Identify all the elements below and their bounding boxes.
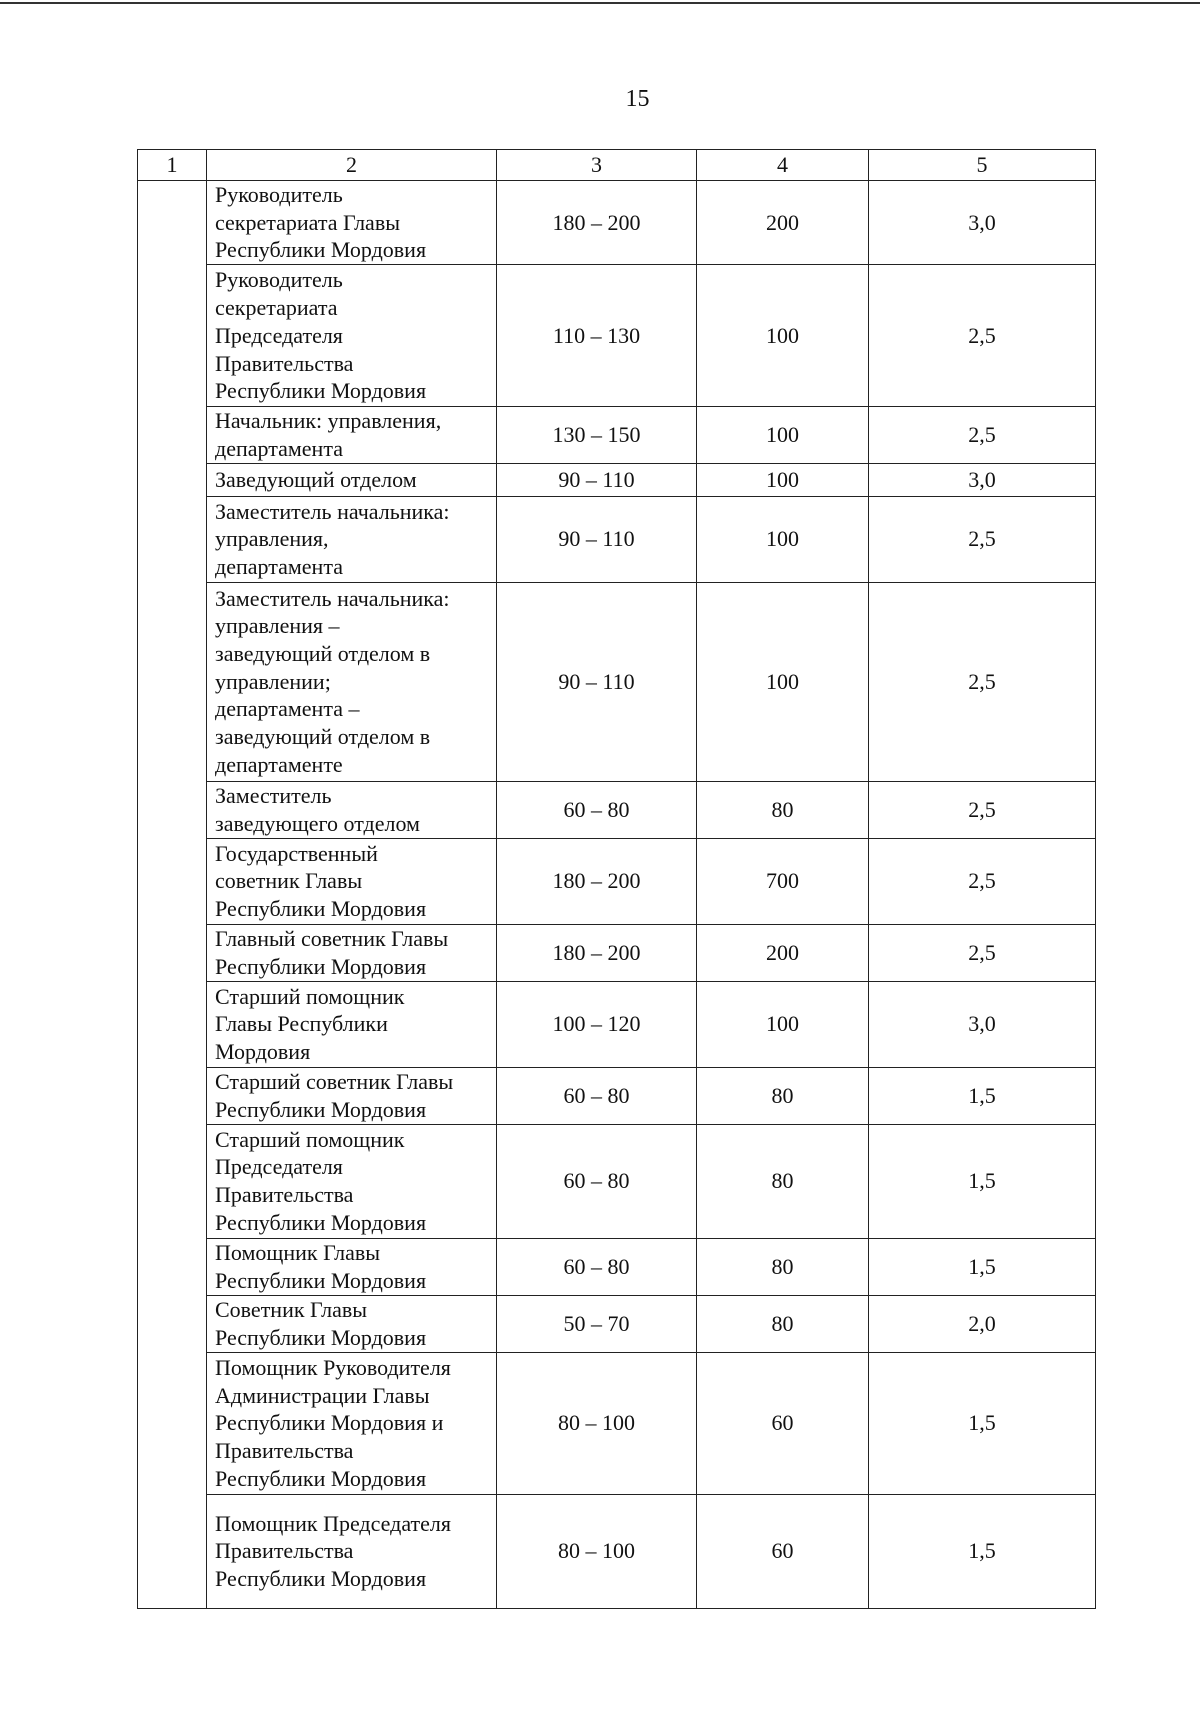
cell-col-3: 90 – 110 bbox=[497, 582, 697, 781]
cell-col-4: 100 bbox=[697, 582, 869, 781]
cell-position-name: Помощник Председателя Правительства Республики Мордовия bbox=[207, 1494, 497, 1608]
cell-col-4: 80 bbox=[697, 1124, 869, 1238]
table-row bbox=[138, 981, 1096, 1067]
cell-position-name: Руководитель секретариата Главы Республики Мордовия bbox=[207, 181, 497, 265]
table-row bbox=[138, 582, 1096, 781]
cell-col-4: 80 bbox=[697, 1295, 869, 1352]
table-header-row bbox=[138, 150, 1096, 181]
table-row bbox=[138, 1295, 1096, 1352]
cell-col-5: 1,5 bbox=[869, 1124, 1096, 1238]
cell-position-name: Помощник Руководителя Администрации Главы Республики Мордовия и Правительства Республики Мордовия bbox=[207, 1352, 497, 1494]
cell-col-3: 180 – 200 bbox=[497, 838, 697, 924]
header-col-2: 2 bbox=[207, 150, 497, 181]
table-row bbox=[138, 1067, 1096, 1124]
cell-col-4: 100 bbox=[697, 463, 869, 496]
cell-col-5: 3,0 bbox=[869, 181, 1096, 265]
top-rule bbox=[0, 2, 1200, 4]
cell-col-5: 2,5 bbox=[869, 924, 1096, 981]
cell-position-name: Старший помощник Председателя Правительства Республики Мордовия bbox=[207, 1124, 497, 1238]
cell-col-3: 100 – 120 bbox=[497, 981, 697, 1067]
table-row bbox=[138, 781, 1096, 838]
cell-position-name: Помощник Главы Республики Мордовия bbox=[207, 1238, 497, 1295]
cell-position-name: Главный советник Главы Республики Мордовия bbox=[207, 924, 497, 981]
cell-col-3: 180 – 200 bbox=[497, 924, 697, 981]
header-col-1: 1 bbox=[138, 150, 207, 181]
header-col-5: 5 bbox=[869, 150, 1096, 181]
cell-col-5: 1,5 bbox=[869, 1067, 1096, 1124]
cell-col-3: 110 – 130 bbox=[497, 265, 697, 407]
table-row bbox=[138, 1124, 1096, 1238]
cell-col-5: 3,0 bbox=[869, 981, 1096, 1067]
table-body bbox=[138, 181, 1096, 1609]
cell-col-4: 200 bbox=[697, 924, 869, 981]
page-number: 15 bbox=[625, 86, 650, 112]
cell-col-3: 60 – 80 bbox=[497, 1124, 697, 1238]
cell-col-5: 2,5 bbox=[869, 838, 1096, 924]
header-col-4: 4 bbox=[697, 150, 869, 181]
cell-col-4: 100 bbox=[697, 496, 869, 582]
table-row bbox=[138, 463, 1096, 496]
cell-col-3: 180 – 200 bbox=[497, 181, 697, 265]
cell-col-3: 80 – 100 bbox=[497, 1352, 697, 1494]
cell-col-3: 60 – 80 bbox=[497, 1067, 697, 1124]
table-row bbox=[138, 838, 1096, 924]
cell-position-name: Руководитель секретариата Председателя Правительства Республики Мордовия bbox=[207, 265, 497, 407]
cell-position-name: Заведующий отделом bbox=[207, 463, 497, 496]
cell-col-3: 60 – 80 bbox=[497, 781, 697, 838]
cell-col-5: 2,5 bbox=[869, 407, 1096, 463]
cell-col-4: 100 bbox=[697, 407, 869, 463]
cell-col-3: 90 – 110 bbox=[497, 496, 697, 582]
cell-col-4: 80 bbox=[697, 1238, 869, 1295]
cell-col-4: 100 bbox=[697, 981, 869, 1067]
cell-col-5: 1,5 bbox=[869, 1352, 1096, 1494]
table-row bbox=[138, 1494, 1096, 1608]
cell-col-3: 80 – 100 bbox=[497, 1494, 697, 1608]
cell-col-5: 2,5 bbox=[869, 496, 1096, 582]
cell-col-3: 60 – 80 bbox=[497, 1238, 697, 1295]
cell-col-4: 60 bbox=[697, 1352, 869, 1494]
cell-col-5: 1,5 bbox=[869, 1494, 1096, 1608]
cell-col-4: 700 bbox=[697, 838, 869, 924]
cell-col-4: 60 bbox=[697, 1494, 869, 1608]
cell-col-4: 200 bbox=[697, 181, 869, 265]
cell-col-5: 3,0 bbox=[869, 463, 1096, 496]
cell-col-3: 130 – 150 bbox=[497, 407, 697, 463]
cell-col-3: 90 – 110 bbox=[497, 463, 697, 496]
cell-position-name: Советник Главы Республики Мордовия bbox=[207, 1295, 497, 1352]
cell-col-5: 1,5 bbox=[869, 1238, 1096, 1295]
cell-position-name: Государственный советник Главы Республики Мордовия bbox=[207, 838, 497, 924]
cell-col-5: 2,0 bbox=[869, 1295, 1096, 1352]
cell-col-4: 100 bbox=[697, 265, 869, 407]
table-row bbox=[138, 181, 1096, 265]
cell-position-name: Старший помощник Главы Республики Мордовия bbox=[207, 981, 497, 1067]
cell-col-5: 2,5 bbox=[869, 265, 1096, 407]
salary-table bbox=[137, 149, 1096, 1609]
table-row bbox=[138, 1352, 1096, 1494]
table-row bbox=[138, 265, 1096, 407]
table-row bbox=[138, 407, 1096, 463]
header-col-3: 3 bbox=[497, 150, 697, 181]
table-row bbox=[138, 496, 1096, 582]
cell-position-name: Заместитель начальника: управления, департамента bbox=[207, 496, 497, 582]
cell-col-5: 2,5 bbox=[869, 582, 1096, 781]
cell-position-name: Заместитель начальника: управления – заведующий отделом в управлении; департамента – заведующий отделом в департаменте bbox=[207, 582, 497, 781]
cell-col-1-merged bbox=[138, 181, 207, 1609]
cell-col-4: 80 bbox=[697, 781, 869, 838]
cell-position-name: Старший советник Главы Республики Мордовия bbox=[207, 1067, 497, 1124]
table-row bbox=[138, 1238, 1096, 1295]
cell-position-name: Заместитель заведующего отделом bbox=[207, 781, 497, 838]
cell-col-5: 2,5 bbox=[869, 781, 1096, 838]
cell-col-3: 50 – 70 bbox=[497, 1295, 697, 1352]
table-row bbox=[138, 924, 1096, 981]
cell-col-4: 80 bbox=[697, 1067, 869, 1124]
cell-position-name: Начальник: управления, департамента bbox=[207, 407, 497, 463]
